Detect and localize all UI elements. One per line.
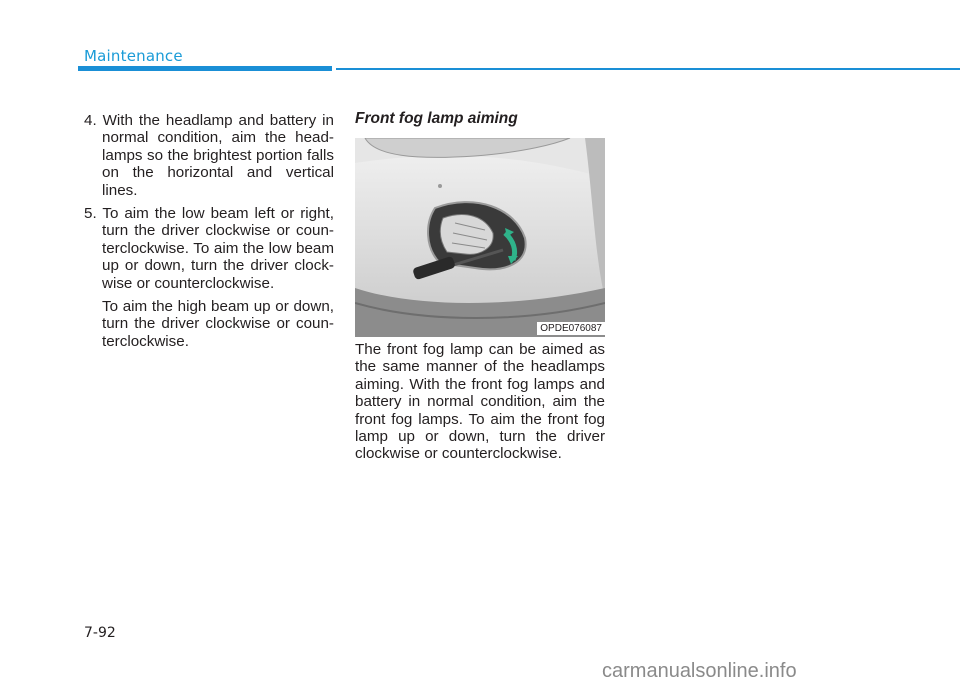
page-number: 7-92 xyxy=(84,625,116,641)
fog-lamp-heading: Front fog lamp aiming xyxy=(355,110,518,127)
header-rule-thick xyxy=(78,66,332,71)
fog-lamp-illustration xyxy=(355,138,605,337)
step-5-note: To aim the high beam up or down, turn the driver clockwise or coun- terclockwise. xyxy=(102,298,334,350)
section-title: Maintenance xyxy=(84,47,183,65)
step-5: 5. To aim the low beam left or right, turn the driver clockwise or coun- terclockwise. To aim the low beam up or down, turn the driver clock- wise or counterclockwise. xyxy=(84,205,334,292)
fog-lamp-body: The front fog lamp can be aimed as the same manner of the headlamps aiming. With the front fog lamps and battery in normal condition, aim the front fog lamps. To aim the front fog lamp up or down, turn the driver clockwise or counterclockwise. xyxy=(355,341,605,463)
figure-code: OPDE076087 xyxy=(537,322,605,335)
left-column xyxy=(84,112,334,350)
fog-lamp-drawing xyxy=(355,138,605,337)
header-rule-thin xyxy=(336,68,960,70)
step-4: 4. With the headlamp and battery in normal condition, aim the head- lamps so the brightest portion falls on the horizontal and vertical lines. xyxy=(84,112,334,199)
watermark-text: carmanualsonline.info xyxy=(602,660,797,682)
